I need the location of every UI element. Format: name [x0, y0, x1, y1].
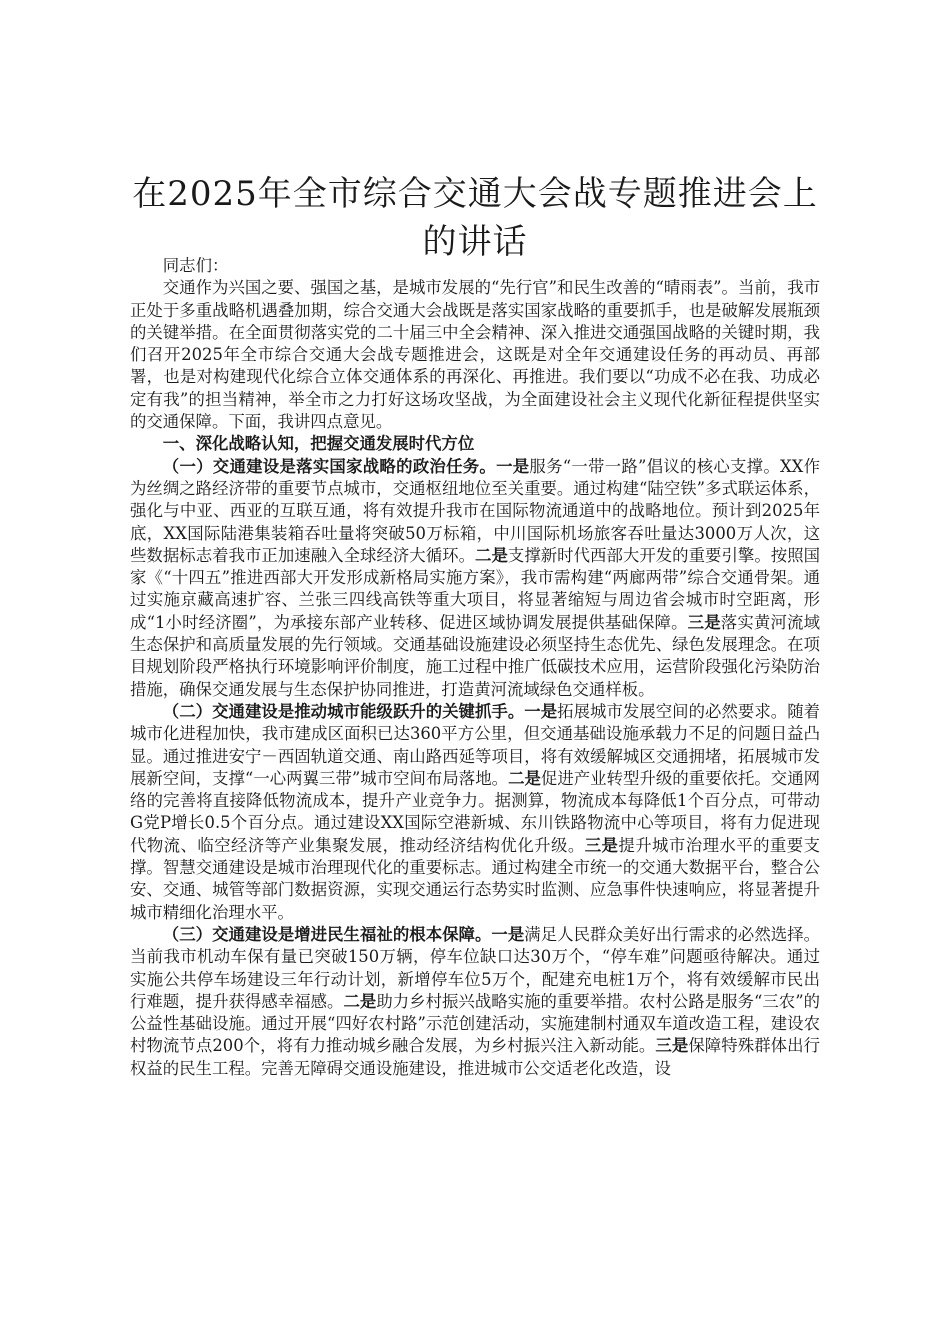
paragraph-text: 满足人民群众美好出行需求的必然选择。当前我市机动车保有量已突破150万辆，停车位缺口达30万个，“停车难”问题亟待解决。通过实施公共停车场建设三年行动计划，新增停车位5万个，配建充电桩1万个，将有效缓解市民出行难题，提升获得感幸福感。 [130, 924, 821, 1011]
point-marker: 三是 [584, 835, 619, 855]
paragraph-text: 支撑新时代西部大开发的重要引擎。按照国家《“十四五”推进西部大开发形成新格局实施方案》，我市需构建“两廊两带”综合交通骨架。通过实施京藏高速扩容、兰张三四线高铁等重大项目，将显著缩短与周边省会城市时空距离，形成“1小时经济圈”，为承接东部产业转移、促进区域协调发展提供基础保障。 [130, 545, 821, 632]
point-marker: 一是 [524, 701, 558, 721]
point-marker: 二是 [475, 545, 508, 565]
point-marker: 三是 [687, 612, 721, 632]
point-marker: 一是 [491, 924, 525, 944]
paragraph-section-1 [130, 456, 820, 701]
point-marker: 二是 [343, 991, 377, 1011]
paragraph-section-3 [130, 924, 820, 1080]
paragraph-section-2 [130, 701, 820, 924]
point-marker: 三是 [655, 1036, 689, 1056]
subheading: （二）交通建设是推动城市能级跃升的关键抓手。 [162, 701, 525, 721]
subheading: （三）交通建设是增进民生福祉的根本保障。 [162, 924, 492, 944]
point-marker: 二是 [508, 768, 541, 788]
point-marker: 一是 [496, 456, 530, 476]
section-heading-1: 一、深化战略认知，把握交通发展时代方位 [162, 434, 475, 454]
paragraph-text: 拓展城市发展空间的必然要求。随着城市化进程加快，我市建成区面积已达360平方公里，但交通基础设施承载力不足的问题日益凸显。通过推进安宁－西固轨道交通、南山路西延等项目，将有效缓解城区交通拥堵，拓展城市发展新空间，支撑“一心两翼三带”城市空间布局落地。 [130, 701, 821, 788]
paragraph-text: 助力乡村振兴战略实施的重要举措。农村公路是服务“三农”的公益性基础设施。通过开展“四好农村路”示范创建活动，实施建制村通双车道改造工程，建设农村物流节点200个，将有力推动城乡融合发展，为乡村振兴注入新动能。 [130, 991, 821, 1056]
paragraph-text: 落实黄河流域生态保护和高质量发展的先行领域。交通基础设施建设必须坚持生态优先、绿色发展理念。在项目规划阶段严格执行环境影响评价制度，施工过程中推广低碳技术应用，运营阶段强化污染防治措施，确保交通发展与生态保护协同推进，打造黄河流域绿色交通样板。 [130, 612, 821, 699]
paragraph-text: 保障特殊群体出行权益的民生工程。完善无障碍交通设施建设，推进城市公交适老化改造，设 [130, 1036, 820, 1078]
intro-paragraph: 交通作为兴国之要、强国之基，是城市发展的“先行官”和民生改善的“晴雨表”。当前，我市正处于多重战略机遇叠加期，综合交通大会战既是落实国家战略的重要抓手，也是破解发展瓶颈的关键举措。在全面贯彻落实党的二十届三中全会精神、深入推进交通强国战略的关键时期，我们召开2025年全市综合交通大会战专题推进会，这既是对全年交通建设任务的再动员、再部署，也是对构建现代化综合立体交通体系的再深化、再推进。我们要以“功成不必在我、功成必定有我”的担当精神，举全市之力打好这场攻坚战，为全面建设社会主义现代化新征程提供坚实的交通保障。下面，我讲四点意见。 [130, 278, 820, 432]
salutation: 同志们： [162, 256, 229, 275]
subheading: （一）交通建设是落实国家战略的政治任务。 [162, 456, 497, 476]
paragraph-text: 提升城市治理水平的重要支撑。智慧交通建设是城市治理现代化的重要标志。通过构建全市统一的交通大数据平台，整合公安、交通、城管等部门数据资源，实现交通运行态势实时监测、应急事件快速响应，将显著提升城市精细化治理水平。 [130, 835, 821, 922]
paragraph-text: 促进产业转型升级的重要依托。交通网络的完善将直接降低物流成本，提升产业竞争力。据测算，物流成本每降低1个百分点，可带动G党P增长0.5个百分点。通过建设XX国际空港新城、东川铁路物流中心等项目，将有力促进现代物流、临空经济等产业集聚发展，推动经济结构优化升级。 [130, 768, 821, 855]
document-body [130, 255, 820, 1080]
paragraph-text: 服务“一带一路”倡议的核心支撑。XX作为丝绸之路经济带的重要节点城市，交通枢纽地位至关重要。通过构建“陆空铁”多式联运体系，强化与中亚、西亚的互联互通，将有效提升我市在国际物流通道中的战略地位。预计到2025年底，XX国际陆港集装箱吞吐量将突破50万标箱，中川国际机场旅客吞吐量达3000万人次，这些数据标志着我市正加速融入全球经济大循环。 [130, 456, 820, 565]
document-title: 在2025年全市综合交通大会战专题推进会上的讲话 [132, 174, 818, 262]
